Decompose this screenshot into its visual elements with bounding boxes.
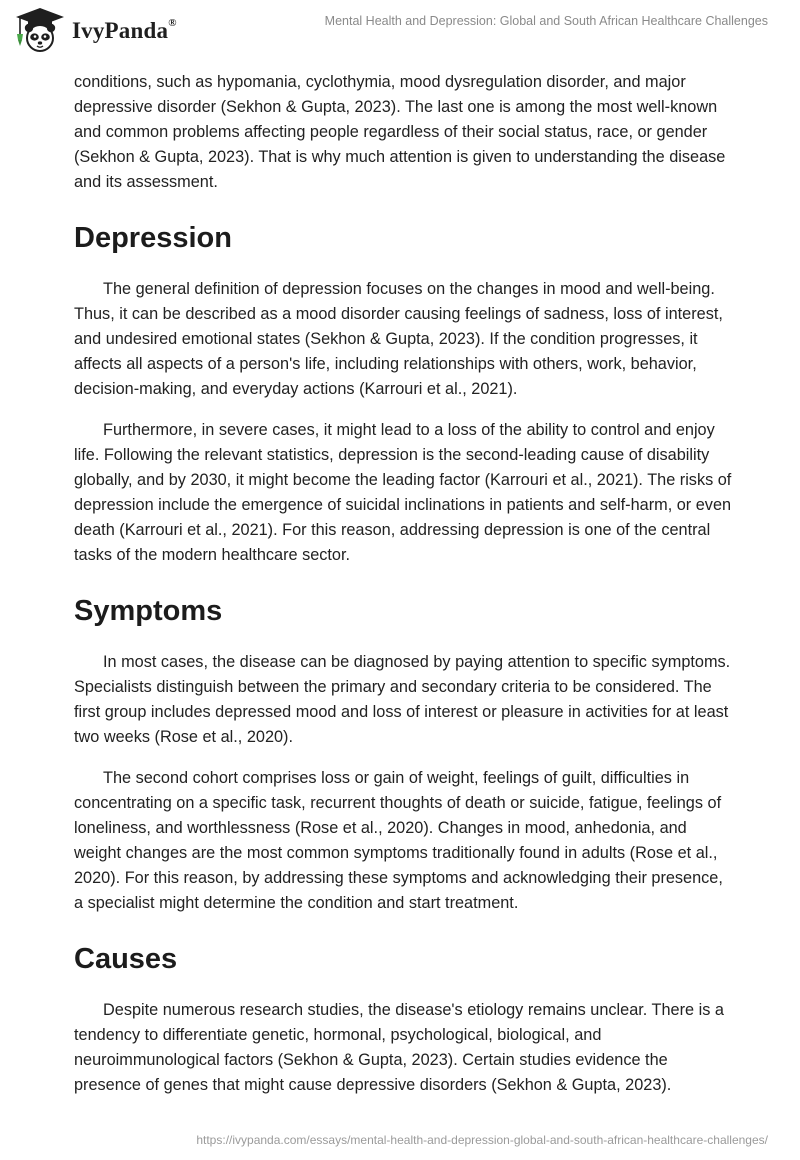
intro-paragraph: conditions, such as hypomania, cyclothymia, mood dysregulation disorder, and major depressive disorder (Sekhon & Gupta, 2023). The last one is among the most well-known and common problems affecting people regardless of their social status, race, or gender (Sekhon & Gupta, 2023). That is why much attention is given to understanding the disease and its assessment. [74, 73, 726, 191]
paragraph-depression-1: The general definition of depression focuses on the changes in mood and well-being. Thus, it can be described as a mood disorder causing feelings of sadness, loss of interest, and undesired emotional states (Sekhon & Gupta, 2023). If the condition progresses, it affects all aspects of a person's life, including relationships with others, work, behavior, decision-making, and everyday actions (Karrouri et al., 2021). [74, 280, 723, 398]
paragraph-symptoms-1: In most cases, the disease can be diagnosed by paying attention to specific symptoms. Specialists distinguish between the primary and secondary criteria to be considered. The first group includes depressed mood and loss of interest or pleasure in activities for at least two weeks (Rose et al., 2020). [74, 653, 731, 746]
paragraph-depression-2: Furthermore, in severe cases, it might lead to a loss of the ability to control and enjoy life. Following the relevant statistics, depression is the second-leading cause of disability globally, and by 2030, it might become the leading factor (Karrouri et al., 2021). The risks of depression include the emergence of suicidal inclinations in patients and self-harm, or even death (Karrouri et al., 2021). For this reason, addressing depression is one of the central tasks of the modern healthcare sector. [74, 421, 732, 564]
source-url[interactable]: https://ivypanda.com/essays/mental-health-and-depression-global-and-south-african-healthcare-challenges/ [196, 1133, 768, 1147]
site-logo[interactable] [14, 6, 177, 54]
essay-body [74, 70, 734, 1098]
section-heading-causes: Causes [74, 943, 178, 975]
logo-wordmark [72, 18, 177, 44]
paragraph-causes-1: Despite numerous research studies, the disease's etiology remains unclear. There is a tendency to differentiate genetic, hormonal, psychological, biological, and neuroimmunological factors (Sekhon & Gupta, 2023). Certain studies evidence the presence of genes that might cause depressive disorders (Sekhon & Gupta, 2023). [74, 1001, 724, 1094]
page-header [0, 0, 800, 64]
section-heading-symptoms: Symptoms [74, 595, 223, 627]
document-title: Mental Health and Depression: Global and South African Healthcare Challenges [324, 14, 768, 28]
section-heading-depression: Depression [74, 222, 232, 254]
logo-text: IvyPanda [72, 18, 169, 43]
panda-graduate-icon [14, 6, 66, 54]
registered-mark: ® [168, 17, 177, 30]
paragraph-symptoms-2: The second cohort comprises loss or gain of weight, feelings of guilt, difficulties in concentrating on a specific task, recurrent thoughts of death or suicide, fatigue, feelings of loneliness, and worthlessness (Rose et al., 2020). Changes in mood, anhedonia, and weight changes are the most common symptoms traditionally found in adults (Rose et al., 2020). For this reason, by addressing these symptoms and acknowledging their presence, a specialist might determine the condition and start treatment. [74, 769, 723, 912]
